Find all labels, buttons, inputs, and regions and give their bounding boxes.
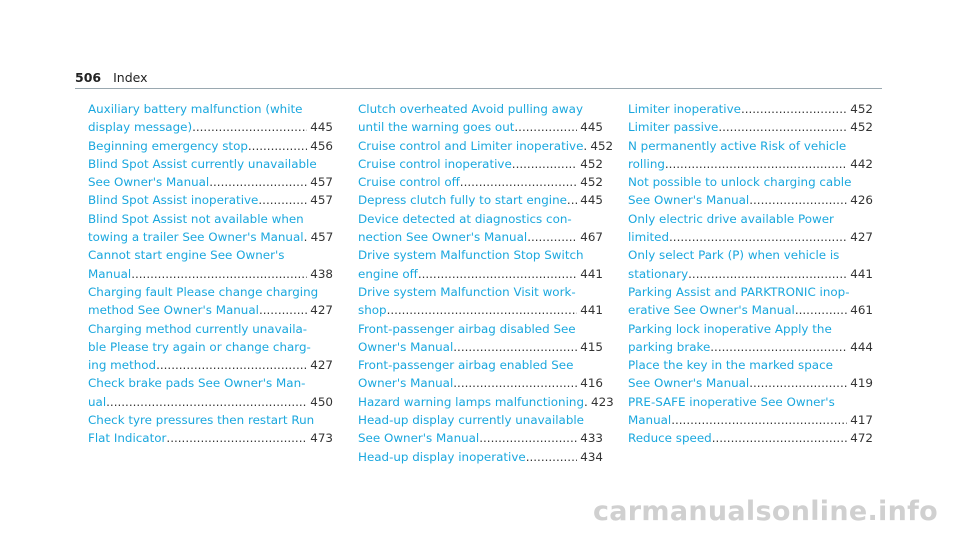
index-entry[interactable] [88, 246, 333, 283]
index-entry[interactable] [358, 155, 603, 173]
index-entry-line [628, 137, 873, 155]
entry-text: Device detected at diagnostics con- [358, 211, 572, 226]
index-entry-line [358, 429, 603, 447]
entry-text: Blind Spot Assist currently unavailable [88, 156, 317, 171]
index-entry-line [358, 338, 603, 356]
index-entry[interactable] [628, 100, 873, 118]
entry-text: rolling [628, 156, 665, 171]
index-entry-line [358, 228, 603, 246]
entry-text: engine off [358, 266, 418, 281]
dot-leader [418, 265, 577, 283]
entry-page-number: 423 [591, 394, 614, 409]
entry-text: Front-passenger airbag enabled See [358, 358, 574, 373]
entry-page-number: 427 [850, 230, 873, 245]
index-entry-line [358, 265, 603, 283]
dot-leader [795, 301, 847, 319]
entry-text: Auxiliary battery malfunction (white [88, 102, 303, 116]
index-entry[interactable] [358, 100, 603, 137]
entry-text: shop [358, 303, 387, 318]
index-entry-line [628, 191, 873, 209]
index-entry-line [358, 320, 603, 338]
entry-page-number: 452 [580, 156, 603, 171]
entry-page-number: 419 [850, 376, 873, 391]
index-entry[interactable] [88, 210, 333, 247]
index-entry-line [358, 137, 614, 155]
index-entry-line [358, 411, 603, 429]
index-entry[interactable] [628, 283, 873, 320]
index-entry-line [88, 137, 333, 155]
index-entry-line [628, 301, 873, 319]
index-entry-line [358, 118, 603, 136]
entry-page-number: 473 [310, 431, 333, 446]
index-entry[interactable] [88, 411, 333, 448]
entry-text: nection See Owner's Manual [358, 230, 528, 245]
index-column-2 [358, 100, 614, 466]
entry-page-number: 434 [580, 449, 603, 464]
entry-page-number: 441 [580, 303, 603, 318]
entry-text: display message) [88, 120, 193, 135]
index-entry[interactable] [88, 374, 333, 411]
index-entry[interactable] [628, 356, 873, 393]
dot-leader [527, 228, 577, 246]
entry-text: Depress clutch fully to start engine [358, 193, 567, 208]
index-entry[interactable] [358, 393, 614, 411]
entry-text: Cruise control off [358, 175, 460, 190]
entry-text: ual [88, 394, 107, 409]
entry-text: See Owner's Manual [628, 376, 750, 391]
index-entry-line [628, 100, 873, 118]
entry-text: Blind Spot Assist not available when [88, 211, 304, 226]
index-entry-line [628, 265, 873, 283]
index-entry-line [628, 118, 873, 136]
index-entry-line [358, 191, 603, 209]
entry-text: Owner's Manual [358, 339, 454, 354]
index-entry[interactable] [358, 137, 614, 155]
index-entry-line [88, 411, 333, 429]
dot-leader [741, 100, 847, 118]
entry-text: See Owner's Manual [358, 431, 480, 446]
index-entry[interactable] [628, 393, 873, 430]
entry-page-number: 426 [850, 193, 873, 208]
index-entry-line [88, 283, 333, 301]
entry-page-number: 450 [310, 394, 333, 409]
index-entry-line [88, 228, 333, 246]
entry-page-number: 457 [310, 230, 334, 245]
dot-leader [106, 393, 307, 411]
dot-leader [156, 356, 307, 374]
header-divider [75, 88, 882, 89]
entry-text: Place the key in the marked space [628, 358, 833, 373]
index-entry[interactable] [628, 137, 873, 174]
dot-leader [512, 155, 578, 173]
index-entry-line [628, 155, 873, 173]
entry-page-number: 452 [850, 120, 873, 135]
index-entry-line [88, 429, 333, 447]
index-entry-line [88, 265, 333, 283]
dot-leader [387, 301, 578, 319]
dot-leader [258, 191, 307, 209]
index-entry-line [358, 100, 603, 118]
index-entry[interactable] [358, 210, 603, 247]
index-entry[interactable] [628, 173, 873, 210]
index-entry-line [628, 356, 873, 374]
dot-leader [567, 191, 577, 209]
entry-page-number: 452 [850, 102, 873, 116]
entry-text: N permanently active Risk of vehicle [628, 138, 847, 153]
index-entry[interactable] [358, 356, 603, 393]
index-entry-line [628, 283, 873, 301]
entry-text: ing method [88, 358, 157, 373]
entry-text: erative See Owner's Manual [628, 303, 795, 318]
dot-leader [259, 301, 307, 319]
dot-leader [248, 137, 307, 155]
entry-page-number: 457 [310, 193, 333, 208]
dot-leader [460, 173, 578, 191]
index-entry-line [628, 338, 873, 356]
entry-text: Only electric drive available Power [628, 211, 834, 226]
entry-text: Parking Assist and PARKTRONIC inop- [628, 284, 850, 299]
index-entry[interactable] [358, 320, 603, 357]
index-entry[interactable] [88, 191, 333, 209]
index-entry[interactable] [358, 448, 603, 466]
entry-text: Only select Park (P) when vehicle is [628, 248, 840, 263]
index-entry-line [88, 246, 333, 264]
entry-page-number: 445 [580, 120, 603, 135]
dot-leader [749, 374, 847, 392]
dot-leader [166, 429, 307, 447]
index-entry[interactable] [88, 320, 333, 375]
entry-text: Charging fault Please change charging [88, 284, 319, 299]
index-entry-line [628, 210, 873, 228]
index-entry-line [88, 118, 333, 136]
dot-leader [131, 265, 307, 283]
index-entry-line [628, 374, 873, 392]
dot-leader [209, 173, 307, 191]
entry-text: Head-up display currently unavailable [358, 413, 585, 428]
entry-page-number: 427 [310, 303, 333, 318]
entry-page-number: 472 [850, 431, 873, 446]
index-entry-line [88, 173, 333, 191]
index-entry[interactable] [88, 155, 333, 192]
index-entry-line [88, 210, 333, 228]
index-entry-line [628, 393, 873, 411]
entry-text: stationary [628, 266, 689, 281]
entry-page-number: 467 [580, 230, 603, 245]
entry-text: Parking lock inoperative Apply the [628, 321, 832, 336]
index-entry-line [88, 356, 333, 374]
entry-text: Manual [88, 266, 132, 281]
index-entry[interactable] [628, 320, 873, 357]
dot-leader [710, 338, 847, 356]
index-entry-line [358, 301, 603, 319]
entry-text: Check tyre pressures then restart Run [88, 413, 315, 428]
index-entry[interactable] [628, 246, 873, 283]
index-entry-line [88, 301, 333, 319]
watermark-text: carmanualsonline.info [592, 496, 938, 527]
entry-page-number: 441 [850, 266, 873, 281]
entry-text: towing a trailer See Owner's Manual [88, 230, 304, 245]
dot-leader [669, 228, 847, 246]
entry-text: Limiter passive [628, 120, 719, 135]
entry-text: until the warning goes out [358, 120, 515, 135]
index-entry-line [628, 228, 873, 246]
entry-text: parking brake [628, 339, 711, 354]
entry-page-number: 445 [580, 193, 603, 208]
index-entry[interactable] [88, 137, 333, 155]
entry-page-number: 438 [310, 266, 333, 281]
index-entry-line [628, 173, 873, 191]
entry-page-number: 427 [310, 358, 333, 373]
index-entry-line [358, 283, 603, 301]
entry-page-number: 433 [580, 431, 603, 446]
entry-text: Drive system Malfunction Visit work- [358, 284, 576, 299]
entry-text: Front-passenger airbag disabled See [358, 321, 576, 336]
index-entry-line [88, 100, 333, 118]
index-entry[interactable] [358, 191, 603, 209]
index-column-3 [628, 100, 873, 448]
entry-page-number: 457 [310, 175, 333, 190]
entry-text: Hazard warning lamps malfunctioning [358, 394, 584, 409]
page-number: 506 [75, 70, 102, 85]
index-entry-line [628, 411, 873, 429]
entry-page-number: 452 [590, 138, 614, 153]
entry-text: PRE-SAFE inoperative See Owner's [628, 394, 835, 409]
index-entry[interactable] [628, 429, 873, 447]
dot-leader [665, 155, 847, 173]
entry-text: Reduce speed [628, 431, 712, 446]
entry-page-number: 441 [580, 266, 603, 281]
page-header [75, 70, 148, 85]
entry-page-number: 416 [580, 376, 603, 391]
index-entry-line [88, 374, 333, 392]
index-entry-line [628, 246, 873, 264]
entry-text: Flat Indicator [88, 431, 167, 446]
entry-text: See Owner's Manual [88, 175, 210, 190]
dot-leader [479, 429, 577, 447]
entry-page-number: 442 [850, 156, 873, 171]
entry-text: Manual [628, 413, 672, 428]
index-entry[interactable] [88, 283, 333, 320]
entry-text: ble Please try again or change charg- [88, 339, 311, 354]
index-entry[interactable] [358, 246, 603, 283]
entry-text: Charging method currently unavaila- [88, 321, 308, 336]
index-entry-line [358, 155, 603, 173]
entry-text: Blind Spot Assist inoperative [88, 193, 259, 208]
index-entry[interactable] [358, 283, 603, 320]
index-column-1 [88, 100, 333, 448]
dot-leader [192, 118, 307, 136]
entry-page-number: 444 [850, 339, 873, 354]
index-entry-line [628, 429, 873, 447]
entry-text: Cannot start engine See Owner's [88, 248, 285, 263]
dot-leader [526, 448, 578, 466]
entry-text: Head-up display inoperative [358, 449, 526, 464]
entry-text: Check brake pads See Owner's Man- [88, 376, 306, 391]
index-entry[interactable] [358, 411, 603, 448]
entry-text: Cruise control and Limiter inoperative [358, 138, 584, 153]
entry-text: Cruise control inoperative [358, 156, 512, 171]
dot-leader [688, 265, 847, 283]
entry-text: Not possible to unlock charging cable [628, 175, 852, 190]
index-entry-line [88, 191, 333, 209]
entry-text: Beginning emergency stop [88, 138, 248, 153]
dot-leader [453, 374, 577, 392]
index-entry[interactable] [88, 100, 333, 137]
index-entry[interactable] [628, 118, 873, 136]
dot-leader [514, 118, 577, 136]
index-entry-line [358, 173, 603, 191]
entry-page-number: 452 [580, 175, 603, 190]
entry-page-number: 461 [850, 303, 873, 318]
index-entry-line [358, 210, 603, 228]
index-entry-line [88, 393, 333, 411]
dot-leader [718, 118, 847, 136]
entry-text: method See Owner's Manual [88, 303, 259, 318]
entry-text: Limiter inoperative [628, 102, 741, 116]
entry-page-number: 445 [310, 120, 333, 135]
index-entry-line [358, 448, 603, 466]
dot-leader [671, 411, 847, 429]
section-title: Index [113, 70, 148, 85]
entry-page-number: 415 [580, 339, 603, 354]
dot-leader [453, 338, 577, 356]
index-entry-line [358, 393, 614, 411]
entry-text: Drive system Malfunction Stop Switch [358, 248, 584, 263]
entry-text: Clutch overheated Avoid pulling away [358, 102, 583, 116]
index-entry[interactable] [628, 210, 873, 247]
entry-text: limited [628, 230, 670, 245]
entry-page-number: 456 [310, 138, 333, 153]
index-entry-line [628, 320, 873, 338]
index-entry-line [88, 320, 333, 338]
index-entry[interactable] [358, 173, 603, 191]
dot-leader [712, 429, 848, 447]
index-entry-line [358, 356, 603, 374]
index-entry-line [358, 246, 603, 264]
entry-text: See Owner's Manual [628, 193, 750, 208]
index-entry-line [88, 338, 333, 356]
index-entry-line [88, 155, 333, 173]
dot-leader [749, 191, 847, 209]
index-entry-line [358, 374, 603, 392]
entry-page-number: 417 [850, 413, 873, 428]
entry-text: Owner's Manual [358, 376, 454, 391]
